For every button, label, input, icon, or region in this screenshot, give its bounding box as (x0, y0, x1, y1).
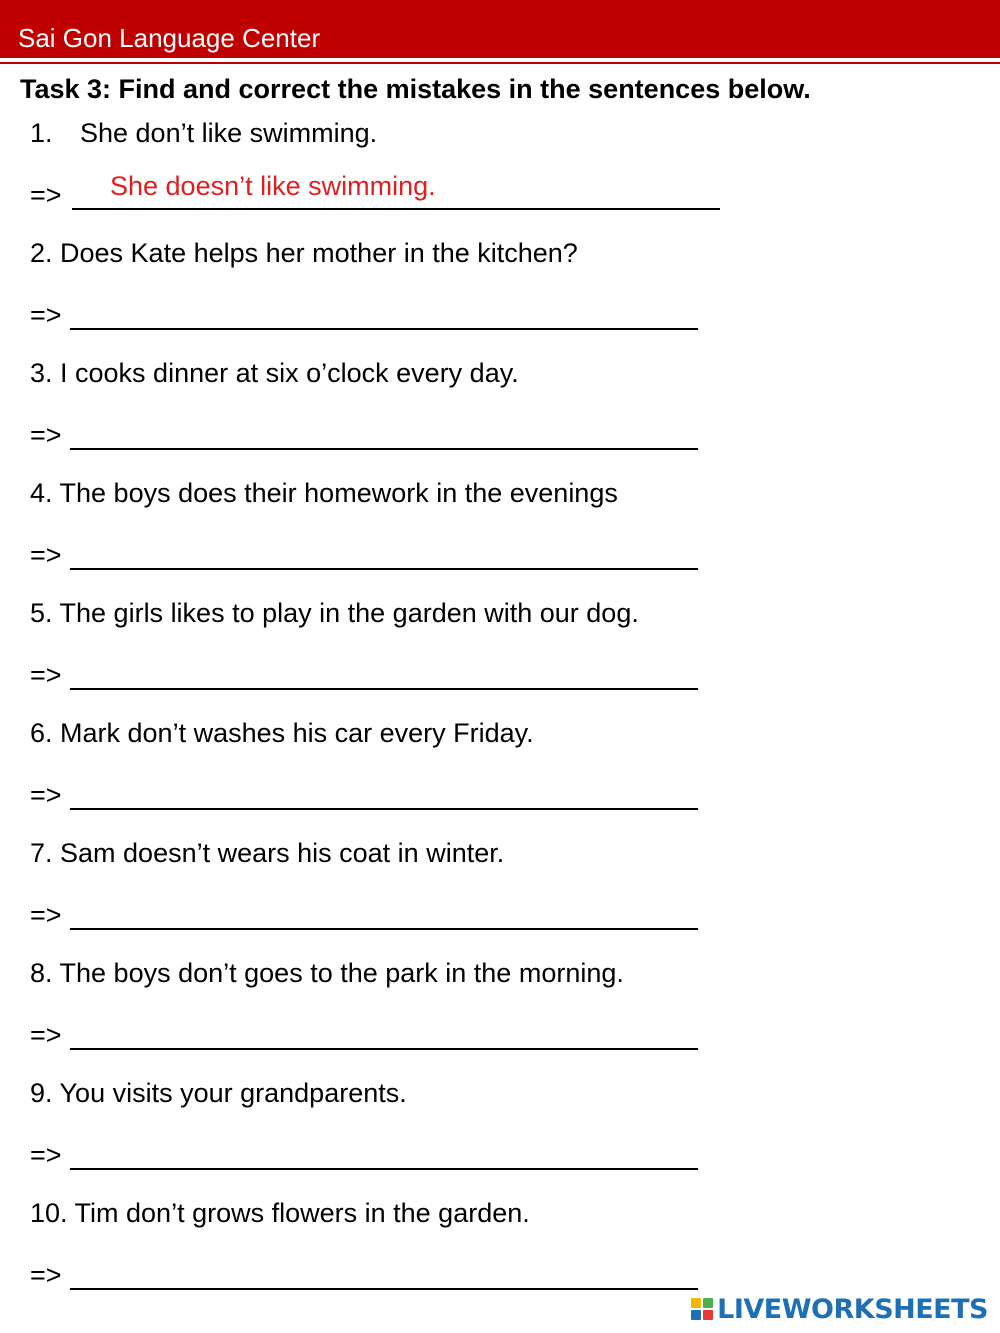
answer-underline (70, 1168, 698, 1170)
question-3: 3. I cooks dinner at six o’clock every day. (30, 358, 519, 388)
question-2: 2. Does Kate helps her mother in the kitchen? (30, 238, 578, 268)
answer-underline (70, 568, 698, 570)
answer-underline (72, 208, 720, 210)
question-9: 9. You visits your grandparents. (30, 1078, 407, 1108)
answer-prefix: => (30, 300, 62, 330)
header-title: Sai Gon Language Center (18, 23, 321, 53)
answer-prefix: => (30, 1020, 62, 1050)
answer-prefix: => (30, 420, 62, 450)
question-6: 6. Mark don’t washes his car every Friday. (30, 718, 534, 748)
answer-prefix: => (30, 900, 62, 930)
answer-prefix: => (30, 540, 62, 570)
answer-underline (70, 448, 698, 450)
question-8: 8. The boys don’t goes to the park in the morning. (30, 958, 624, 988)
question-5: 5. The girls likes to play in the garden with our dog. (30, 598, 639, 628)
question-4: 4. The boys does their homework in the evenings (30, 478, 618, 508)
answer-underline (70, 808, 698, 810)
logo-text: LIVEWORKSHEETS (717, 1293, 988, 1325)
answer-text: She doesn’t like swimming. (110, 171, 436, 201)
liveworksheets-logo-icon (691, 1298, 713, 1320)
answer-underline (70, 688, 698, 690)
answer-prefix: => (30, 660, 62, 690)
answer-underline (70, 1288, 698, 1290)
liveworksheets-logo[interactable] (691, 1293, 988, 1325)
answer-underline (70, 928, 698, 930)
answer-prefix: => (30, 1140, 62, 1170)
question-10: 10. Tim don’t grows flowers in the garden. (30, 1198, 530, 1228)
answer-prefix: => (30, 1260, 62, 1290)
question-7: 7. Sam doesn’t wears his coat in winter. (30, 838, 505, 868)
question-number: 1. (30, 118, 53, 148)
answer-underline (70, 328, 698, 330)
header-divider (0, 62, 1000, 64)
question-1 (30, 120, 377, 147)
answer-underline (70, 1048, 698, 1050)
answer-prefix: => (30, 780, 62, 810)
header-bar (0, 0, 1000, 58)
answer-prefix: => (30, 180, 62, 210)
question-text: She don’t like swimming. (80, 118, 378, 148)
task-title: Task 3: Find and correct the mistakes in the sentences below. (20, 74, 811, 104)
